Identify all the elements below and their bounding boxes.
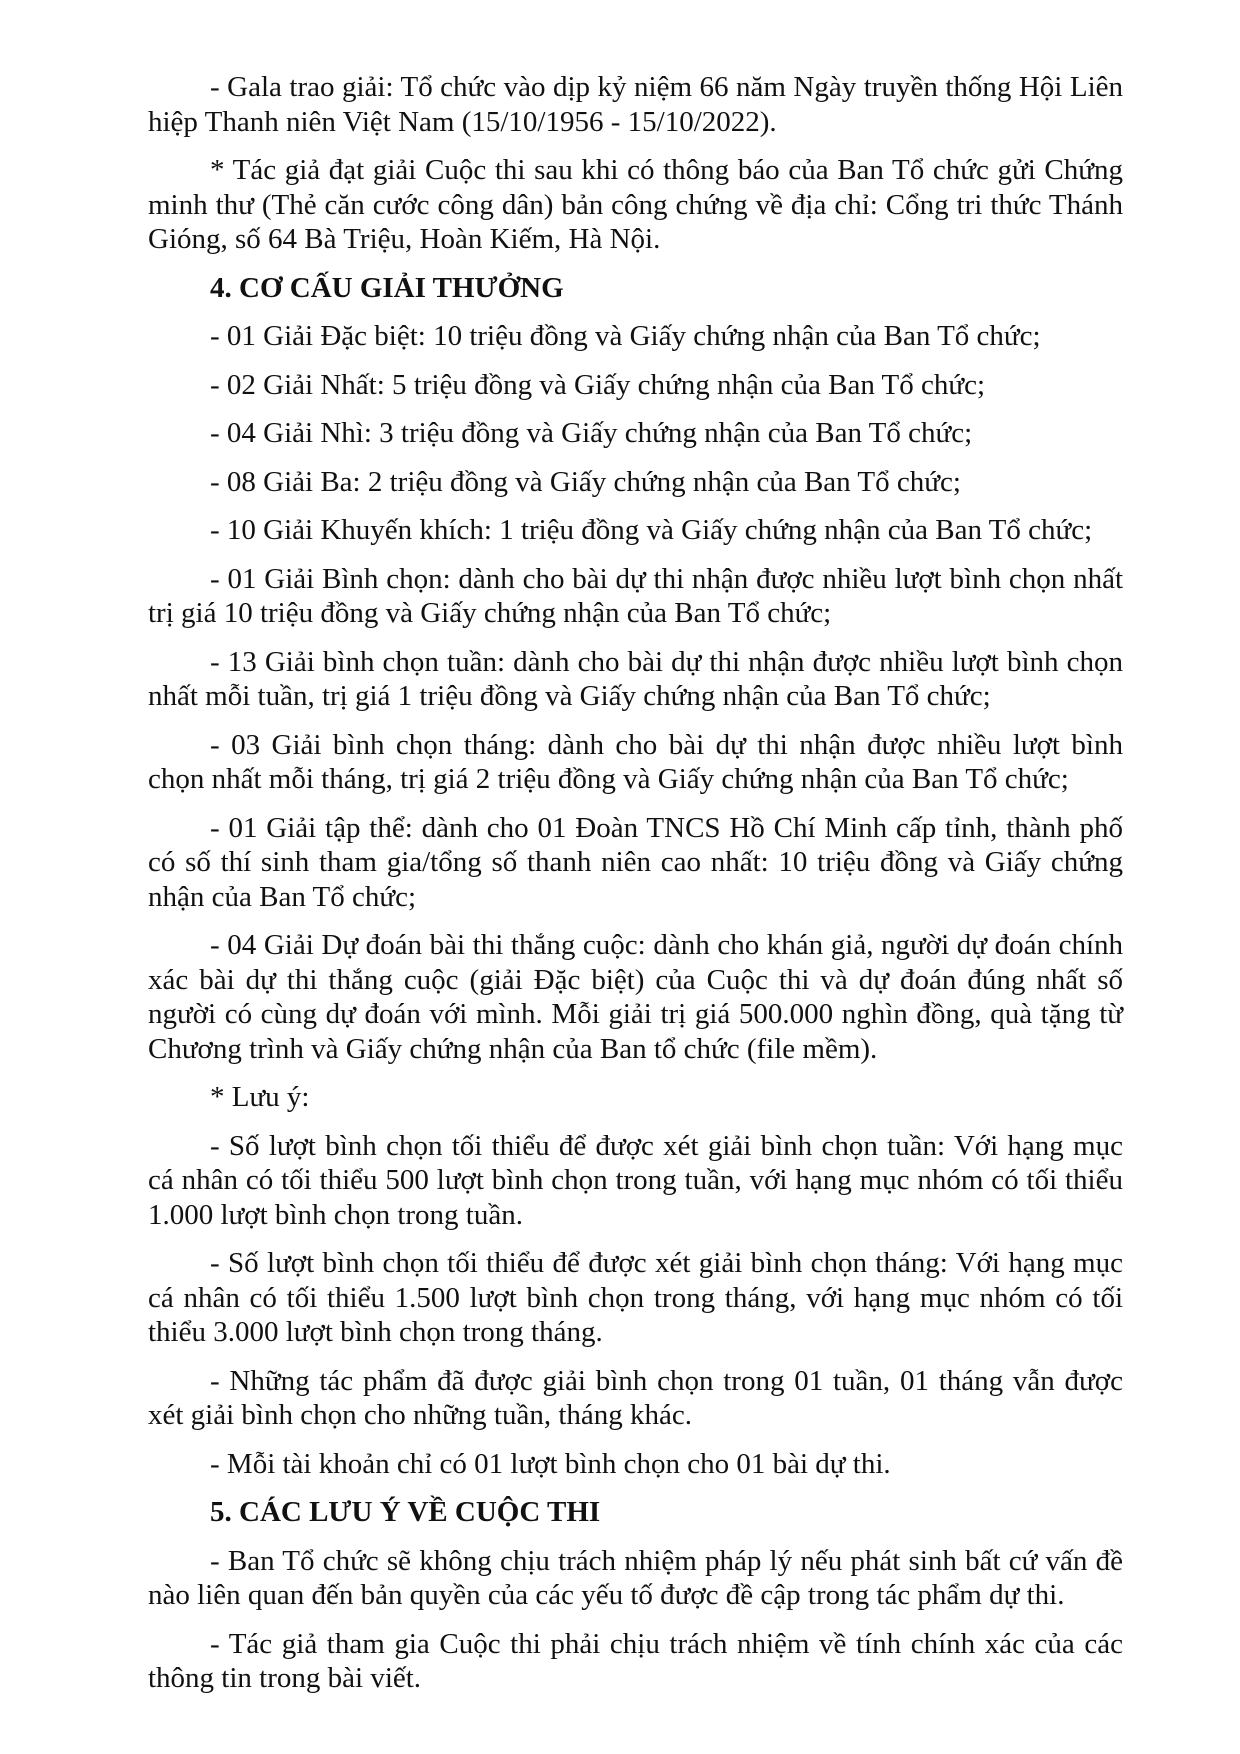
note-title: * Lưu ý:: [210, 1081, 310, 1113]
prize-item: - 03 Giải bình chọn tháng: dành cho bài dự thi nhận được nhiều lượt bình chọn nhất mỗi tháng, trị giá 2 triệu đồng và Giấy chứng nhận của Ban Tổ chức;: [148, 728, 1123, 795]
document-page: [148, 70, 1123, 1696]
gala-paragraph: - Gala trao giải: Tổ chức vào dịp kỷ niệm 66 năm Ngày truyền thống Hội Liên hiệp Thanh niên Việt Nam (15/10/1956 - 15/10/2022).: [148, 71, 1123, 138]
note-item: - Số lượt bình chọn tối thiểu để được xét giải bình chọn tuần: Với hạng mục cá nhân có tối thiểu 500 lượt bình chọn trong tuần, với hạng mục nhóm có tối thiểu 1.000 lượt bình chọn trong tuần.: [148, 1129, 1123, 1231]
contest-note-item: - Ban Tổ chức sẽ không chịu trách nhiệm pháp lý nếu phát sinh bất cứ vấn đề nào liên quan đến bản quyền của các yếu tố được đề cập trong tác phẩm dự thi.: [148, 1544, 1123, 1611]
prize-item: - 10 Giải Khuyến khích: 1 triệu đồng và Giấy chứng nhận của Ban Tổ chức;: [210, 514, 1093, 546]
note-item: - Số lượt bình chọn tối thiểu để được xét giải bình chọn tháng: Với hạng mục cá nhân có tối thiểu 1.500 lượt bình chọn trong tháng, với hạng mục nhóm có tối thiểu 3.000 lượt bình chọn trong tháng.: [148, 1247, 1123, 1348]
prize-item: - 01 Giải Bình chọn: dành cho bài dự thi nhận được nhiều lượt bình chọn nhất trị giá 10 triệu đồng và Giấy chứng nhận của Ban Tổ chức;: [148, 562, 1123, 629]
prize-item: - 13 Giải bình chọn tuần: dành cho bài dự thi nhận được nhiều lượt bình chọn nhất mỗi tuần, trị giá 1 triệu đồng và Giấy chứng nhận của Ban Tổ chức;: [148, 645, 1123, 712]
note-item: - Những tác phẩm đã được giải bình chọn trong 01 tuần, 01 tháng vẫn được xét giải bình chọn cho những tuần, tháng khác.: [148, 1364, 1123, 1431]
prize-item: - 04 Giải Dự đoán bài thi thắng cuộc: dành cho khán giả, người dự đoán chính xác bài dự thi thắng cuộc (giải Đặc biệt) của Cuộc thi và dự đoán đúng nhất số người có cùng dự đoán với mình. Mỗi giải trị giá 500.000 nghìn đồng, quà tặng từ Chương trình và Giấy chứng nhận của Ban tổ chức (file mềm).: [148, 929, 1123, 1065]
section-4-heading: 4. CƠ CẤU GIẢI THƯỞNG: [210, 271, 564, 304]
prize-item: - 02 Giải Nhất: 5 triệu đồng và Giấy chứng nhận của Ban Tổ chức;: [210, 368, 986, 401]
contest-note-item: - Tác giả tham gia Cuộc thi phải chịu trách nhiệm về tính chính xác của các thông tin trong bài viết.: [148, 1627, 1123, 1694]
prize-item: - 08 Giải Ba: 2 triệu đồng và Giấy chứng nhận của Ban Tổ chức;: [210, 465, 961, 498]
prize-item: - 01 Giải tập thể: dành cho 01 Đoàn TNCS Hồ Chí Minh cấp tỉnh, thành phố có số thí sinh tham gia/tổng số thanh niên cao nhất: 10 triệu đồng và Giấy chứng nhận của Ban Tổ chức;: [148, 811, 1123, 913]
section-5-heading: 5. CÁC LƯU Ý VỀ CUỘC THI: [210, 1496, 601, 1528]
winner-notice-paragraph: * Tác giả đạt giải Cuộc thi sau khi có thông báo của Ban Tổ chức gửi Chứng minh thư (Thẻ căn cước công dân) bản công chứng về địa chỉ: Cổng tri thức Thánh Gióng, số 64 Bà Triệu, Hoàn Kiếm, Hà Nội.: [148, 154, 1123, 255]
prize-item: - 01 Giải Đặc biệt: 10 triệu đồng và Giấy chứng nhận của Ban Tổ chức;: [210, 320, 1041, 352]
note-item: - Mỗi tài khoản chỉ có 01 lượt bình chọn cho 01 bài dự thi.: [210, 1447, 891, 1480]
prize-item: - 04 Giải Nhì: 3 triệu đồng và Giấy chứng nhận của Ban Tổ chức;: [210, 417, 973, 449]
